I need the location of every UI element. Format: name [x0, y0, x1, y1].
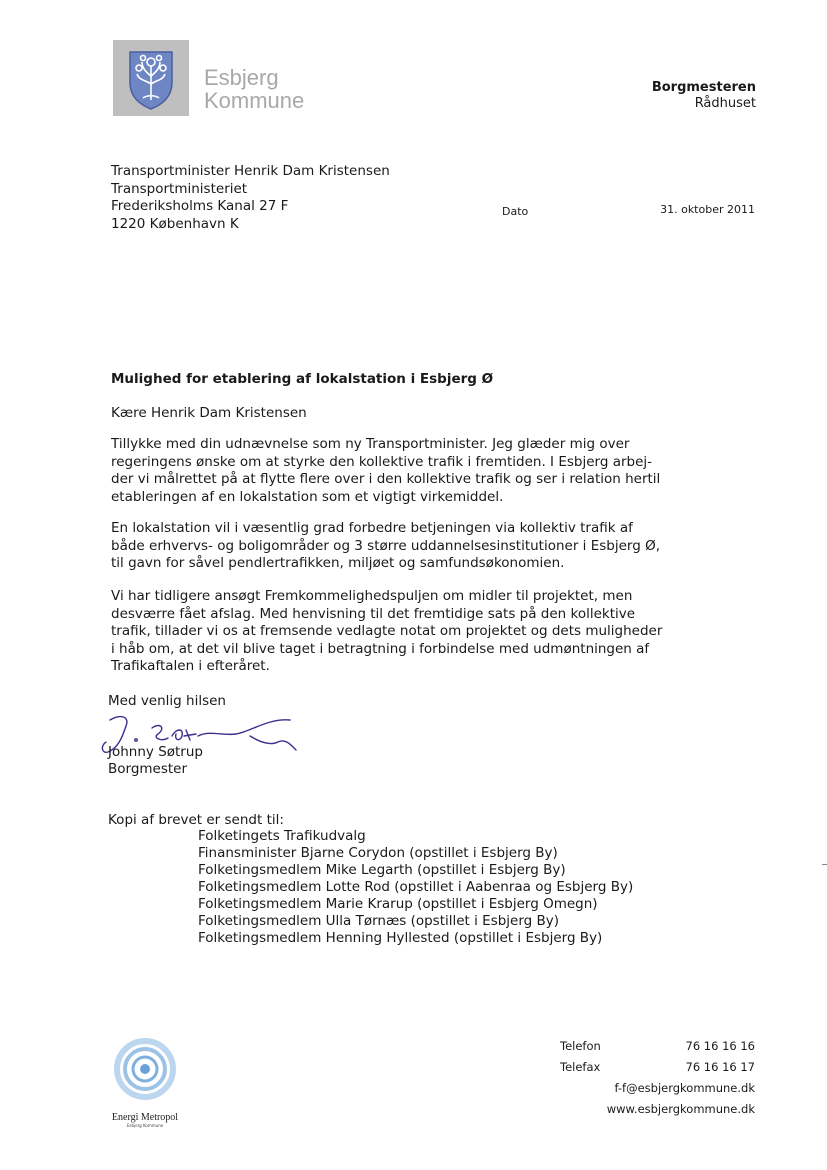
recipient-address — [111, 163, 390, 233]
municipality-name — [204, 66, 304, 112]
cc-recipient: Folketingets Trafikudvalg — [198, 828, 366, 844]
logo-line-1: Esbjerg — [204, 65, 279, 90]
sender-block — [652, 80, 756, 112]
text-line: til gavn for såvel pendlertrafikken, miljøet og samfundsøkonomien. — [111, 555, 565, 571]
website-link[interactable]: www.esbjergkommune.dk — [606, 1102, 755, 1116]
email-link[interactable]: f-f@esbjergkommune.dk — [614, 1081, 755, 1095]
recipient-line: 1220 København K — [111, 215, 239, 232]
body-paragraph-2 — [111, 520, 660, 573]
fax-number: 76 16 16 17 — [685, 1060, 755, 1074]
text-line: i håb om, at det vil blive taget i betragtning i forbindelse med udmøntningen af — [111, 640, 650, 657]
logo-line-2: Kommune — [204, 88, 305, 113]
letter-subject: Mulighed for etablering af lokalstation i Esbjerg Ø — [111, 371, 494, 387]
cc-title: Kopi af brevet er sendt til: — [108, 812, 284, 828]
municipality-logo — [113, 40, 189, 116]
text-line: etableringen af en lokalstation som et vigtigt virkemiddel. — [111, 488, 504, 505]
cc-recipient: Folketingsmedlem Ulla Tørnæs (opstillet i Esbjerg By) — [198, 913, 560, 929]
recipient-line: Frederiksholms Kanal 27 F — [111, 198, 289, 214]
closing: Med venlig hilsen — [108, 693, 226, 709]
footer-logo-sub: Esbjerg Kommune — [126, 1123, 164, 1128]
text-line: der vi målrettet på at flytte flere over i den kollektive trafik og ser i relation hertil — [111, 471, 661, 487]
body-paragraph-3 — [111, 588, 662, 676]
cc-recipient: Folketingsmedlem Henning Hyllested (opstillet i Esbjerg By) — [198, 930, 603, 946]
sender-office: Rådhuset — [694, 96, 756, 111]
fax-label: Telefax — [560, 1060, 601, 1074]
sender-title: Borgmesteren — [651, 80, 756, 95]
signer-block — [108, 744, 203, 778]
phone-row — [560, 1036, 755, 1057]
signer-title: Borgmester — [108, 761, 188, 777]
cc-recipient: Folketingsmedlem Mike Legarth (opstillet i Esbjerg By) — [198, 862, 566, 878]
contact-block — [560, 1036, 755, 1120]
cc-recipient: Folketingsmedlem Lotte Rod (opstillet i Aabenraa og Esbjerg By) — [198, 879, 634, 895]
text-line: regeringens ønske om at styrke den kollektive trafik i fremtiden. I Esbjerg arbej- — [111, 453, 653, 470]
salutation: Kære Henrik Dam Kristensen — [111, 405, 307, 421]
cc-list — [198, 828, 633, 947]
cc-recipient: Finansminister Bjarne Corydon (opstillet i Esbjerg By) — [198, 845, 558, 861]
fax-row — [560, 1057, 755, 1078]
phone-number: 76 16 16 16 — [685, 1039, 755, 1053]
coat-of-arms-icon — [113, 40, 189, 116]
text-line: En lokalstation vil i væsentlig grad forbedre betjeningen via kollektiv trafik af — [111, 520, 633, 536]
date-label: Dato — [502, 205, 529, 218]
text-line: Tillykke med din udnævnelse som ny Transportminister. Jeg glæder mig over — [111, 436, 630, 452]
cc-recipient: Folketingsmedlem Marie Krarup (opstillet i Esbjerg Omegn) — [198, 896, 598, 912]
footer-logo-name: Energi Metropol — [111, 1112, 179, 1123]
text-line: desværre fået afslag. Med henvisning til det fremtidige sats på den kollektive — [111, 605, 636, 622]
date-value: 31. oktober 2011 — [660, 203, 755, 216]
body-paragraph-1 — [111, 436, 660, 506]
text-line: Vi har tidligere ansøgt Fremkommelighedspuljen om midler til projektet, men — [111, 588, 633, 604]
energi-metropol-logo — [103, 1032, 187, 1128]
recipient-line: Transportministeriet — [111, 180, 248, 197]
text-line: trafik, tillader vi os at fremsende vedlagte notat om projektet og dets muligheder — [111, 623, 663, 639]
recipient-line: Transportminister Henrik Dam Kristensen — [111, 163, 390, 179]
scan-edge-mark — [822, 864, 827, 865]
rosette-icon — [103, 1032, 187, 1106]
signer-name: Johnny Søtrup — [108, 744, 203, 760]
text-line: Trafikaftalen i efteråret. — [111, 658, 270, 674]
phone-label: Telefon — [560, 1039, 601, 1053]
text-line: både erhvervs- og boligområder og 3 større uddannelsesinstitutioner i Esbjerg Ø, — [111, 537, 661, 554]
